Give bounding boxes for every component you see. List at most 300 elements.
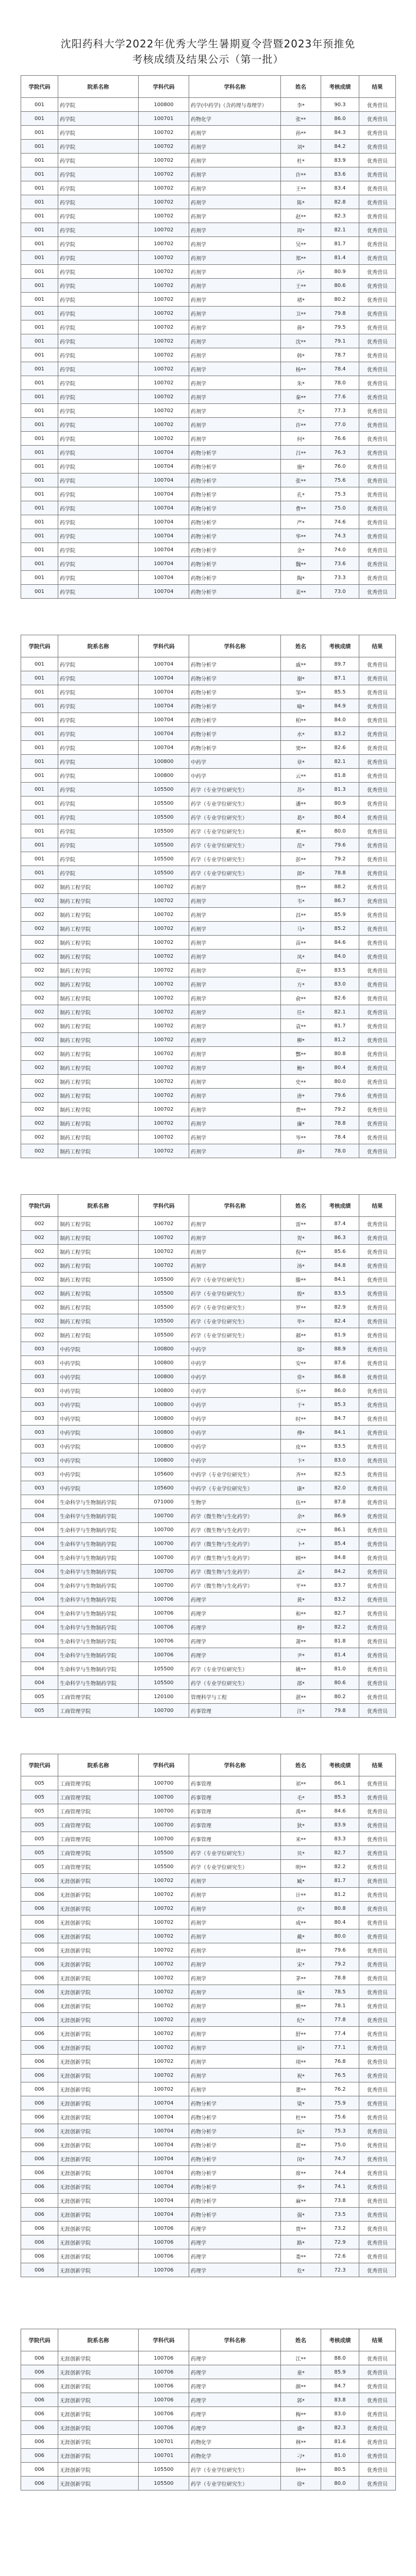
result-cell: 优秀营员 bbox=[359, 320, 396, 334]
table-row bbox=[21, 894, 396, 908]
subject-code-cell: 100704 bbox=[139, 515, 189, 529]
subject-code-cell: 100702 bbox=[139, 320, 189, 334]
department-name-cell: 中药学院 bbox=[58, 1426, 139, 1439]
college-code-cell: 001 bbox=[21, 557, 58, 571]
assessment-score-cell: 80.0 bbox=[321, 1929, 359, 1943]
assessment-score-cell: 81.2 bbox=[321, 1888, 359, 1902]
assessment-score-cell: 87.4 bbox=[321, 1217, 359, 1231]
student-name-cell: 蓝** bbox=[281, 2138, 321, 2152]
subject-code-cell: 100702 bbox=[139, 1144, 189, 1158]
assessment-score-cell: 81.8 bbox=[321, 1634, 359, 1648]
student-name-cell: 季* bbox=[281, 2180, 321, 2194]
student-name-cell: 徐* bbox=[281, 2477, 321, 2490]
department-name-cell: 无涯创新学院 bbox=[58, 2041, 139, 2055]
table-row bbox=[21, 2235, 396, 2249]
subject-name-cell: 药物分析学 bbox=[189, 2166, 281, 2180]
student-name-cell: 赵** bbox=[281, 209, 321, 223]
subject-code-cell: 100800 bbox=[139, 1453, 189, 1467]
assessment-score-cell: 79.8 bbox=[321, 1704, 359, 1718]
department-name-cell: 药学院 bbox=[58, 769, 139, 783]
table-row bbox=[21, 1047, 396, 1061]
column-header-subject-name: 学科名称 bbox=[189, 1754, 281, 1776]
department-name-cell: 药学院 bbox=[58, 223, 139, 237]
table-row bbox=[21, 1776, 396, 1790]
student-name-cell: 戴* bbox=[281, 1929, 321, 1943]
subject-name-cell: 药剂学 bbox=[189, 922, 281, 936]
table-row bbox=[21, 1426, 396, 1439]
table-row bbox=[21, 1999, 396, 2013]
table-row bbox=[21, 487, 396, 501]
table-row bbox=[21, 126, 396, 140]
table-row bbox=[21, 1509, 396, 1523]
department-name-cell: 药学院 bbox=[58, 376, 139, 390]
result-cell: 优秀营员 bbox=[359, 2055, 396, 2069]
college-code-cell: 002 bbox=[21, 1217, 58, 1231]
department-name-cell: 无涯创新学院 bbox=[58, 2449, 139, 2463]
department-name-cell: 药学院 bbox=[58, 501, 139, 515]
subject-code-cell: 100706 bbox=[139, 2421, 189, 2435]
table-header-row bbox=[21, 635, 396, 657]
table-row bbox=[21, 1019, 396, 1033]
college-code-cell: 001 bbox=[21, 181, 58, 195]
student-name-cell: 喻* bbox=[281, 699, 321, 713]
college-code-cell: 006 bbox=[21, 1902, 58, 1916]
college-code-cell: 001 bbox=[21, 334, 58, 348]
assessment-score-cell: 81.4 bbox=[321, 251, 359, 265]
subject-name-cell: 药理学 bbox=[189, 2365, 281, 2379]
table-row bbox=[21, 1103, 396, 1116]
subject-code-cell: 100702 bbox=[139, 181, 189, 195]
department-name-cell: 无涯创新学院 bbox=[58, 1943, 139, 1957]
student-name-cell: 常* bbox=[281, 1370, 321, 1384]
subject-code-cell: 100702 bbox=[139, 1943, 189, 1957]
assessment-score-cell: 84.6 bbox=[321, 936, 359, 950]
table-row bbox=[21, 2449, 396, 2463]
table-row bbox=[21, 473, 396, 487]
assessment-score-cell: 77.3 bbox=[321, 404, 359, 418]
college-code-cell: 002 bbox=[21, 1259, 58, 1273]
results-table bbox=[21, 635, 396, 1158]
table-row bbox=[21, 2027, 396, 2041]
subject-name-cell: 药物分析学 bbox=[189, 657, 281, 671]
subject-name-cell: 药物分析学 bbox=[189, 585, 281, 599]
student-name-cell: 成** bbox=[281, 1916, 321, 1929]
subject-code-cell: 100701 bbox=[139, 2449, 189, 2463]
assessment-score-cell: 83.9 bbox=[321, 1818, 359, 1832]
assessment-score-cell: 84.7 bbox=[321, 1412, 359, 1426]
subject-name-cell: 药物分析学 bbox=[189, 741, 281, 755]
student-name-cell: 郎* bbox=[281, 866, 321, 880]
college-code-cell: 003 bbox=[21, 1412, 58, 1426]
department-name-cell: 工商管理学院 bbox=[58, 1704, 139, 1718]
subject-code-cell: 100800 bbox=[139, 1439, 189, 1453]
subject-name-cell: 药剂学 bbox=[189, 334, 281, 348]
subject-name-cell: 药学（专业学位研究生） bbox=[189, 1286, 281, 1300]
subject-name-cell: 药剂学 bbox=[189, 265, 281, 279]
assessment-score-cell: 76.0 bbox=[321, 460, 359, 473]
subject-name-cell: 药物分析学 bbox=[189, 2124, 281, 2138]
result-cell: 优秀营员 bbox=[359, 1328, 396, 1342]
college-code-cell: 004 bbox=[21, 1565, 58, 1579]
assessment-score-cell: 83.0 bbox=[321, 977, 359, 991]
subject-name-cell: 药学（专业学位研究生） bbox=[189, 1273, 281, 1286]
student-name-cell: 秦** bbox=[281, 390, 321, 404]
department-name-cell: 无涯创新学院 bbox=[58, 2365, 139, 2379]
table-row bbox=[21, 1075, 396, 1089]
department-name-cell: 药学院 bbox=[58, 810, 139, 824]
college-code-cell: 001 bbox=[21, 866, 58, 880]
result-cell: 优秀营员 bbox=[359, 713, 396, 727]
result-cell: 优秀营员 bbox=[359, 2477, 396, 2490]
subject-name-cell: 药学（专业学位研究生） bbox=[189, 824, 281, 838]
table-row bbox=[21, 279, 396, 293]
college-code-cell: 002 bbox=[21, 963, 58, 977]
assessment-score-cell: 87.8 bbox=[321, 1495, 359, 1509]
student-name-cell: 汤* bbox=[281, 1259, 321, 1273]
result-cell: 优秀营员 bbox=[359, 195, 396, 209]
student-name-cell: 柳* bbox=[281, 1033, 321, 1047]
assessment-score-cell: 82.4 bbox=[321, 1314, 359, 1328]
subject-name-cell: 药剂学 bbox=[189, 223, 281, 237]
subject-name-cell: 药学（专业学位研究生） bbox=[189, 1846, 281, 1860]
subject-code-cell: 100702 bbox=[139, 950, 189, 963]
assessment-score-cell: 84.8 bbox=[321, 1259, 359, 1273]
department-name-cell: 无涯创新学院 bbox=[58, 2407, 139, 2421]
result-cell: 优秀营员 bbox=[359, 2235, 396, 2249]
subject-code-cell: 100706 bbox=[139, 1620, 189, 1634]
subject-code-cell: 100704 bbox=[139, 727, 189, 741]
subject-name-cell: 药学（微生物与生化药学） bbox=[189, 1537, 281, 1551]
subject-code-cell: 100702 bbox=[139, 279, 189, 293]
subject-code-cell: 100702 bbox=[139, 209, 189, 223]
subject-code-cell: 100702 bbox=[139, 404, 189, 418]
subject-name-cell: 药剂学 bbox=[189, 977, 281, 991]
subject-code-cell: 100702 bbox=[139, 1957, 189, 1971]
student-name-cell: 时** bbox=[281, 1412, 321, 1426]
table-row bbox=[21, 1398, 396, 1412]
subject-code-cell: 100704 bbox=[139, 2124, 189, 2138]
result-cell: 优秀营员 bbox=[359, 446, 396, 460]
college-code-cell: 001 bbox=[21, 543, 58, 557]
student-name-cell: 窦** bbox=[281, 741, 321, 755]
college-code-cell: 004 bbox=[21, 1606, 58, 1620]
college-code-cell: 001 bbox=[21, 585, 58, 599]
department-name-cell: 中药学院 bbox=[58, 1398, 139, 1412]
subject-name-cell: 药物分析学 bbox=[189, 501, 281, 515]
college-code-cell: 004 bbox=[21, 1592, 58, 1606]
subject-code-cell: 100700 bbox=[139, 1704, 189, 1718]
department-name-cell: 生命科学与生物制药学院 bbox=[58, 1509, 139, 1523]
table-row bbox=[21, 334, 396, 348]
subject-name-cell: 药理学 bbox=[189, 2407, 281, 2421]
subject-name-cell: 药剂学 bbox=[189, 1943, 281, 1957]
department-name-cell: 工商管理学院 bbox=[58, 1790, 139, 1804]
department-name-cell: 无涯创新学院 bbox=[58, 2013, 139, 2027]
assessment-score-cell: 78.8 bbox=[321, 1116, 359, 1130]
result-cell: 优秀营员 bbox=[359, 2069, 396, 2082]
subject-name-cell: 药剂学 bbox=[189, 1902, 281, 1916]
college-code-cell: 004 bbox=[21, 1579, 58, 1592]
subject-name-cell: 药剂学 bbox=[189, 894, 281, 908]
subject-name-cell: 药理学 bbox=[189, 2379, 281, 2393]
table-row bbox=[21, 852, 396, 866]
result-cell: 优秀营员 bbox=[359, 2138, 396, 2152]
subject-name-cell: 中药学 bbox=[189, 1439, 281, 1453]
subject-name-cell: 生物学 bbox=[189, 1495, 281, 1509]
student-name-cell: 刘* bbox=[281, 140, 321, 154]
college-code-cell: 002 bbox=[21, 908, 58, 922]
department-name-cell: 无涯创新学院 bbox=[58, 1902, 139, 1916]
department-name-cell: 无涯创新学院 bbox=[58, 1985, 139, 1999]
subject-code-cell: 105600 bbox=[139, 1467, 189, 1481]
table-row bbox=[21, 1943, 396, 1957]
student-name-cell: 岑** bbox=[281, 1130, 321, 1144]
student-name-cell: 王** bbox=[281, 279, 321, 293]
result-cell: 优秀营员 bbox=[359, 1398, 396, 1412]
subject-code-cell: 100700 bbox=[139, 1776, 189, 1790]
assessment-score-cell: 73.8 bbox=[321, 2194, 359, 2208]
department-name-cell: 制药工程学院 bbox=[58, 1005, 139, 1019]
subject-code-cell: 100702 bbox=[139, 1116, 189, 1130]
table-row bbox=[21, 1467, 396, 1481]
subject-name-cell: 药物分析学 bbox=[189, 2208, 281, 2222]
table-row bbox=[21, 418, 396, 432]
department-name-cell: 制药工程学院 bbox=[58, 1231, 139, 1245]
college-code-cell: 006 bbox=[21, 2069, 58, 2082]
subject-code-cell: 105500 bbox=[139, 866, 189, 880]
subject-name-cell: 药事管理 bbox=[189, 1776, 281, 1790]
subject-name-cell: 药剂学 bbox=[189, 1888, 281, 1902]
result-cell: 优秀营员 bbox=[359, 1426, 396, 1439]
subject-name-cell: 药物分析学 bbox=[189, 671, 281, 685]
department-name-cell: 药学院 bbox=[58, 515, 139, 529]
student-name-cell: 彭** bbox=[281, 852, 321, 866]
subject-code-cell: 100702 bbox=[139, 1019, 189, 1033]
college-code-cell: 006 bbox=[21, 1888, 58, 1902]
subject-name-cell: 药剂学 bbox=[189, 1130, 281, 1144]
student-name-cell: 康* bbox=[281, 1481, 321, 1495]
college-code-cell: 003 bbox=[21, 1384, 58, 1398]
student-name-cell: 江** bbox=[281, 2351, 321, 2365]
result-cell: 优秀营员 bbox=[359, 1874, 396, 1888]
subject-code-cell: 105500 bbox=[139, 824, 189, 838]
result-cell: 优秀营员 bbox=[359, 699, 396, 713]
subject-name-cell: 药剂学 bbox=[189, 1075, 281, 1089]
assessment-score-cell: 73.6 bbox=[321, 557, 359, 571]
subject-code-cell: 100702 bbox=[139, 908, 189, 922]
subject-name-cell: 药物分析学 bbox=[189, 487, 281, 501]
result-cell: 优秀营员 bbox=[359, 2166, 396, 2180]
subject-name-cell: 药剂学 bbox=[189, 362, 281, 376]
result-cell: 优秀营员 bbox=[359, 1370, 396, 1384]
department-name-cell: 中药学院 bbox=[58, 1439, 139, 1453]
college-code-cell: 004 bbox=[21, 1662, 58, 1676]
department-name-cell: 药学院 bbox=[58, 195, 139, 209]
assessment-score-cell: 81.7 bbox=[321, 1019, 359, 1033]
department-name-cell: 无涯创新学院 bbox=[58, 2379, 139, 2393]
table-row bbox=[21, 515, 396, 529]
department-name-cell: 药学院 bbox=[58, 98, 139, 112]
student-name-cell: 舒** bbox=[281, 2027, 321, 2041]
student-name-cell: 狄* bbox=[281, 1818, 321, 1832]
subject-name-cell: 中药学（专业学位研究生） bbox=[189, 1467, 281, 1481]
assessment-score-cell: 72.9 bbox=[321, 2235, 359, 2249]
result-cell: 优秀营员 bbox=[359, 2449, 396, 2463]
assessment-score-cell: 75.3 bbox=[321, 2124, 359, 2138]
result-cell: 优秀营员 bbox=[359, 852, 396, 866]
college-code-cell: 006 bbox=[21, 1916, 58, 1929]
student-name-cell: 戚** bbox=[281, 657, 321, 671]
student-name-cell: 魏** bbox=[281, 557, 321, 571]
column-header-subject-name: 学科名称 bbox=[189, 2329, 281, 2351]
assessment-score-cell: 79.1 bbox=[321, 334, 359, 348]
subject-name-cell: 药物分析学 bbox=[189, 557, 281, 571]
department-name-cell: 无涯创新学院 bbox=[58, 2110, 139, 2124]
subject-code-cell: 100702 bbox=[139, 1971, 189, 1985]
subject-code-cell: 100800 bbox=[139, 755, 189, 769]
department-name-cell: 生命科学与生物制药学院 bbox=[58, 1662, 139, 1676]
department-name-cell: 中药学院 bbox=[58, 1467, 139, 1481]
table-row bbox=[21, 1116, 396, 1130]
college-code-cell: 001 bbox=[21, 671, 58, 685]
student-name-cell: 昌** bbox=[281, 908, 321, 922]
results-page-1 bbox=[21, 75, 395, 599]
table-row bbox=[21, 1888, 396, 1902]
assessment-score-cell: 86.3 bbox=[321, 1231, 359, 1245]
department-name-cell: 无涯创新学院 bbox=[58, 2249, 139, 2263]
assessment-score-cell: 82.9 bbox=[321, 1300, 359, 1314]
subject-name-cell: 药物分析学 bbox=[189, 713, 281, 727]
subject-name-cell: 药理学 bbox=[189, 1648, 281, 1662]
result-cell: 优秀营员 bbox=[359, 1916, 396, 1929]
assessment-score-cell: 80.0 bbox=[321, 1075, 359, 1089]
department-name-cell: 药学院 bbox=[58, 571, 139, 585]
student-name-cell: 路* bbox=[281, 2235, 321, 2249]
student-name-cell: 花** bbox=[281, 963, 321, 977]
department-name-cell: 无涯创新学院 bbox=[58, 1971, 139, 1985]
subject-name-cell: 药物分析学 bbox=[189, 515, 281, 529]
student-name-cell: 孔* bbox=[281, 487, 321, 501]
subject-code-cell: 100706 bbox=[139, 2393, 189, 2407]
table-row bbox=[21, 1818, 396, 1832]
result-cell: 优秀营员 bbox=[359, 1047, 396, 1061]
result-cell: 优秀营员 bbox=[359, 2407, 396, 2421]
subject-name-cell: 药剂学 bbox=[189, 209, 281, 223]
department-name-cell: 药学院 bbox=[58, 727, 139, 741]
assessment-score-cell: 86.8 bbox=[321, 1370, 359, 1384]
college-code-cell: 002 bbox=[21, 1019, 58, 1033]
table-row bbox=[21, 2208, 396, 2222]
college-code-cell: 001 bbox=[21, 112, 58, 126]
assessment-score-cell: 84.8 bbox=[321, 1551, 359, 1565]
subject-name-cell: 中药学 bbox=[189, 1370, 281, 1384]
student-name-cell: 殷* bbox=[281, 1286, 321, 1300]
student-name-cell: 杜* bbox=[281, 154, 321, 167]
assessment-score-cell: 81.0 bbox=[321, 2449, 359, 2463]
department-name-cell: 无涯创新学院 bbox=[58, 2180, 139, 2194]
student-name-cell: 祁** bbox=[281, 1776, 321, 1790]
subject-name-cell: 药剂学 bbox=[189, 418, 281, 432]
table-row bbox=[21, 1804, 396, 1818]
assessment-score-cell: 79.8 bbox=[321, 307, 359, 320]
result-cell: 优秀营员 bbox=[359, 1033, 396, 1047]
department-name-cell: 药学院 bbox=[58, 209, 139, 223]
subject-name-cell: 药剂学 bbox=[189, 251, 281, 265]
table-row bbox=[21, 2096, 396, 2110]
department-name-cell: 制药工程学院 bbox=[58, 1130, 139, 1144]
subject-name-cell: 药剂学 bbox=[189, 1971, 281, 1985]
college-code-cell: 001 bbox=[21, 727, 58, 741]
assessment-score-cell: 79.6 bbox=[321, 1943, 359, 1957]
subject-name-cell: 药剂学 bbox=[189, 880, 281, 894]
result-cell: 优秀营员 bbox=[359, 140, 396, 154]
subject-name-cell: 药剂学 bbox=[189, 404, 281, 418]
subject-name-cell: 药剂学 bbox=[189, 1245, 281, 1259]
subject-code-cell: 100702 bbox=[139, 1217, 189, 1231]
subject-name-cell: 药物分析学 bbox=[189, 699, 281, 713]
table-row bbox=[21, 2263, 396, 2277]
subject-code-cell: 100704 bbox=[139, 446, 189, 460]
subject-code-cell: 100700 bbox=[139, 1790, 189, 1804]
column-header-college-code: 学院代码 bbox=[21, 76, 58, 98]
assessment-score-cell: 79.2 bbox=[321, 1957, 359, 1971]
result-cell: 优秀营员 bbox=[359, 866, 396, 880]
subject-name-cell: 药物分析学 bbox=[189, 2194, 281, 2208]
department-name-cell: 药学院 bbox=[58, 390, 139, 404]
department-name-cell: 药学院 bbox=[58, 543, 139, 557]
assessment-score-cell: 83.0 bbox=[321, 2407, 359, 2421]
subject-name-cell: 药学（专业学位研究生） bbox=[189, 2463, 281, 2477]
assessment-score-cell: 80.6 bbox=[321, 1676, 359, 1690]
assessment-score-cell: 82.7 bbox=[321, 1606, 359, 1620]
table-row bbox=[21, 390, 396, 404]
student-name-cell: 和** bbox=[281, 1606, 321, 1620]
subject-name-cell: 药剂学 bbox=[189, 1999, 281, 2013]
subject-name-cell: 中药学 bbox=[189, 1426, 281, 1439]
assessment-score-cell: 80.4 bbox=[321, 1916, 359, 1929]
assessment-score-cell: 79.6 bbox=[321, 838, 359, 852]
subject-name-cell: 药剂学 bbox=[189, 1259, 281, 1273]
subject-code-cell: 100701 bbox=[139, 2435, 189, 2449]
result-cell: 优秀营员 bbox=[359, 404, 396, 418]
student-name-cell: 倪** bbox=[281, 1245, 321, 1259]
subject-name-cell: 药物分析学 bbox=[189, 685, 281, 699]
department-name-cell: 药学院 bbox=[58, 783, 139, 796]
subject-name-cell: 药学(中药学)（含药理与毒理学） bbox=[189, 98, 281, 112]
college-code-cell: 006 bbox=[21, 1874, 58, 1888]
result-cell: 优秀营员 bbox=[359, 1342, 396, 1356]
column-header-subject-code: 学科代码 bbox=[139, 635, 189, 657]
student-name-cell: 薛* bbox=[281, 1144, 321, 1158]
subject-code-cell: 105500 bbox=[139, 1273, 189, 1286]
student-name-cell: 沈** bbox=[281, 334, 321, 348]
subject-code-cell: 100702 bbox=[139, 1245, 189, 1259]
college-code-cell: 006 bbox=[21, 2379, 58, 2393]
table-row bbox=[21, 1089, 396, 1103]
assessment-score-cell: 78.4 bbox=[321, 1130, 359, 1144]
subject-name-cell: 药物分析学 bbox=[189, 473, 281, 487]
department-name-cell: 生命科学与生物制药学院 bbox=[58, 1495, 139, 1509]
assessment-score-cell: 83.5 bbox=[321, 1439, 359, 1453]
results-table bbox=[21, 75, 396, 599]
column-header-assessment-score: 考核成绩 bbox=[321, 635, 359, 657]
department-name-cell: 制药工程学院 bbox=[58, 1116, 139, 1130]
results-page-3 bbox=[21, 1194, 395, 1718]
assessment-score-cell: 83.8 bbox=[321, 2393, 359, 2407]
table-row bbox=[21, 2379, 396, 2393]
table-row bbox=[21, 1957, 396, 1971]
assessment-score-cell: 75.3 bbox=[321, 487, 359, 501]
